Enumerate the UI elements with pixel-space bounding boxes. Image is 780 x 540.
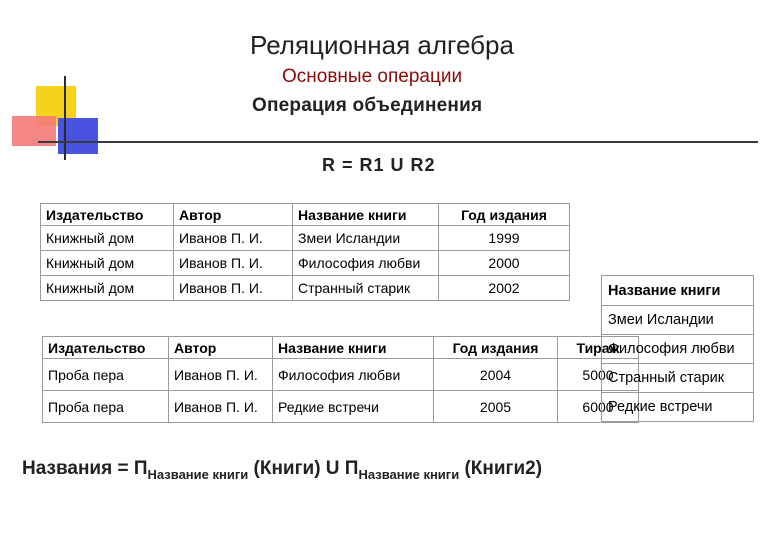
projection-formula xyxy=(22,458,542,480)
column-header: Автор xyxy=(169,337,273,359)
cell: Иванов П. И. xyxy=(174,276,293,301)
column-header: Год издания xyxy=(439,204,570,226)
cell: Змеи Исландии xyxy=(293,226,439,251)
table-row xyxy=(602,364,754,393)
cell: 5000 xyxy=(558,359,639,391)
cell: Книжный дом xyxy=(41,226,174,251)
cell: 6000 xyxy=(558,391,639,423)
cell: 2002 xyxy=(439,276,570,301)
cell: Книжный дом xyxy=(41,276,174,301)
formula-subscript: Название книги xyxy=(147,467,249,482)
table-row xyxy=(602,393,754,422)
union-formula: R = R1 U R2 xyxy=(322,155,436,175)
table-row xyxy=(41,251,570,276)
cell: Странный старик xyxy=(293,276,439,301)
cell: Философия любви xyxy=(602,335,754,364)
cell: Странный старик xyxy=(602,364,754,393)
cell: 2004 xyxy=(434,359,558,391)
cell: Философия любви xyxy=(293,251,439,276)
cell: Философия любви xyxy=(273,359,434,391)
decor-vertical-line xyxy=(64,76,66,160)
table-header-row xyxy=(602,276,754,306)
column-header: Год издания xyxy=(434,337,558,359)
column-header: Название книги xyxy=(273,337,434,359)
cell: 2005 xyxy=(434,391,558,423)
relation-r1-table xyxy=(40,203,570,301)
table-row xyxy=(43,359,639,391)
slide-title: Реляционная алгебра xyxy=(250,30,514,60)
decorative-squares xyxy=(0,0,130,170)
column-header: Тираж xyxy=(558,337,639,359)
cell: Проба пера xyxy=(43,359,169,391)
cell: Змеи Исландии xyxy=(602,306,754,335)
table-row xyxy=(43,391,639,423)
cell: Иванов П. И. xyxy=(174,226,293,251)
relation-r2-table xyxy=(42,336,639,423)
table-header-row xyxy=(41,204,570,226)
column-header: Издательство xyxy=(41,204,174,226)
cell: Редкие встречи xyxy=(602,393,754,422)
cell: Иванов П. И. xyxy=(174,251,293,276)
cell: Проба пера xyxy=(43,391,169,423)
formula-prefix: Названия = П xyxy=(22,458,148,479)
table-row xyxy=(41,276,570,301)
table-row xyxy=(602,335,754,364)
cell: Редкие встречи xyxy=(273,391,434,423)
cell: Иванов П. И. xyxy=(169,359,273,391)
header-divider xyxy=(38,141,758,143)
column-header: Название книги xyxy=(602,276,754,306)
table-header-row xyxy=(43,337,639,359)
cell: 1999 xyxy=(439,226,570,251)
cell: Иванов П. И. xyxy=(169,391,273,423)
result-table xyxy=(601,275,754,422)
formula-middle: (Книги) U П xyxy=(248,458,359,479)
column-header: Издательство xyxy=(43,337,169,359)
cell: Книжный дом xyxy=(41,251,174,276)
operation-heading: Операция объединения xyxy=(252,95,483,116)
table-row xyxy=(41,226,570,251)
table-row xyxy=(602,306,754,335)
cell: 2000 xyxy=(439,251,570,276)
formula-suffix: (Книги2) xyxy=(459,458,543,479)
column-header: Название книги xyxy=(293,204,439,226)
column-header: Автор xyxy=(174,204,293,226)
slide-subtitle: Основные операции xyxy=(282,66,463,87)
formula-subscript: Название книги xyxy=(358,467,460,482)
